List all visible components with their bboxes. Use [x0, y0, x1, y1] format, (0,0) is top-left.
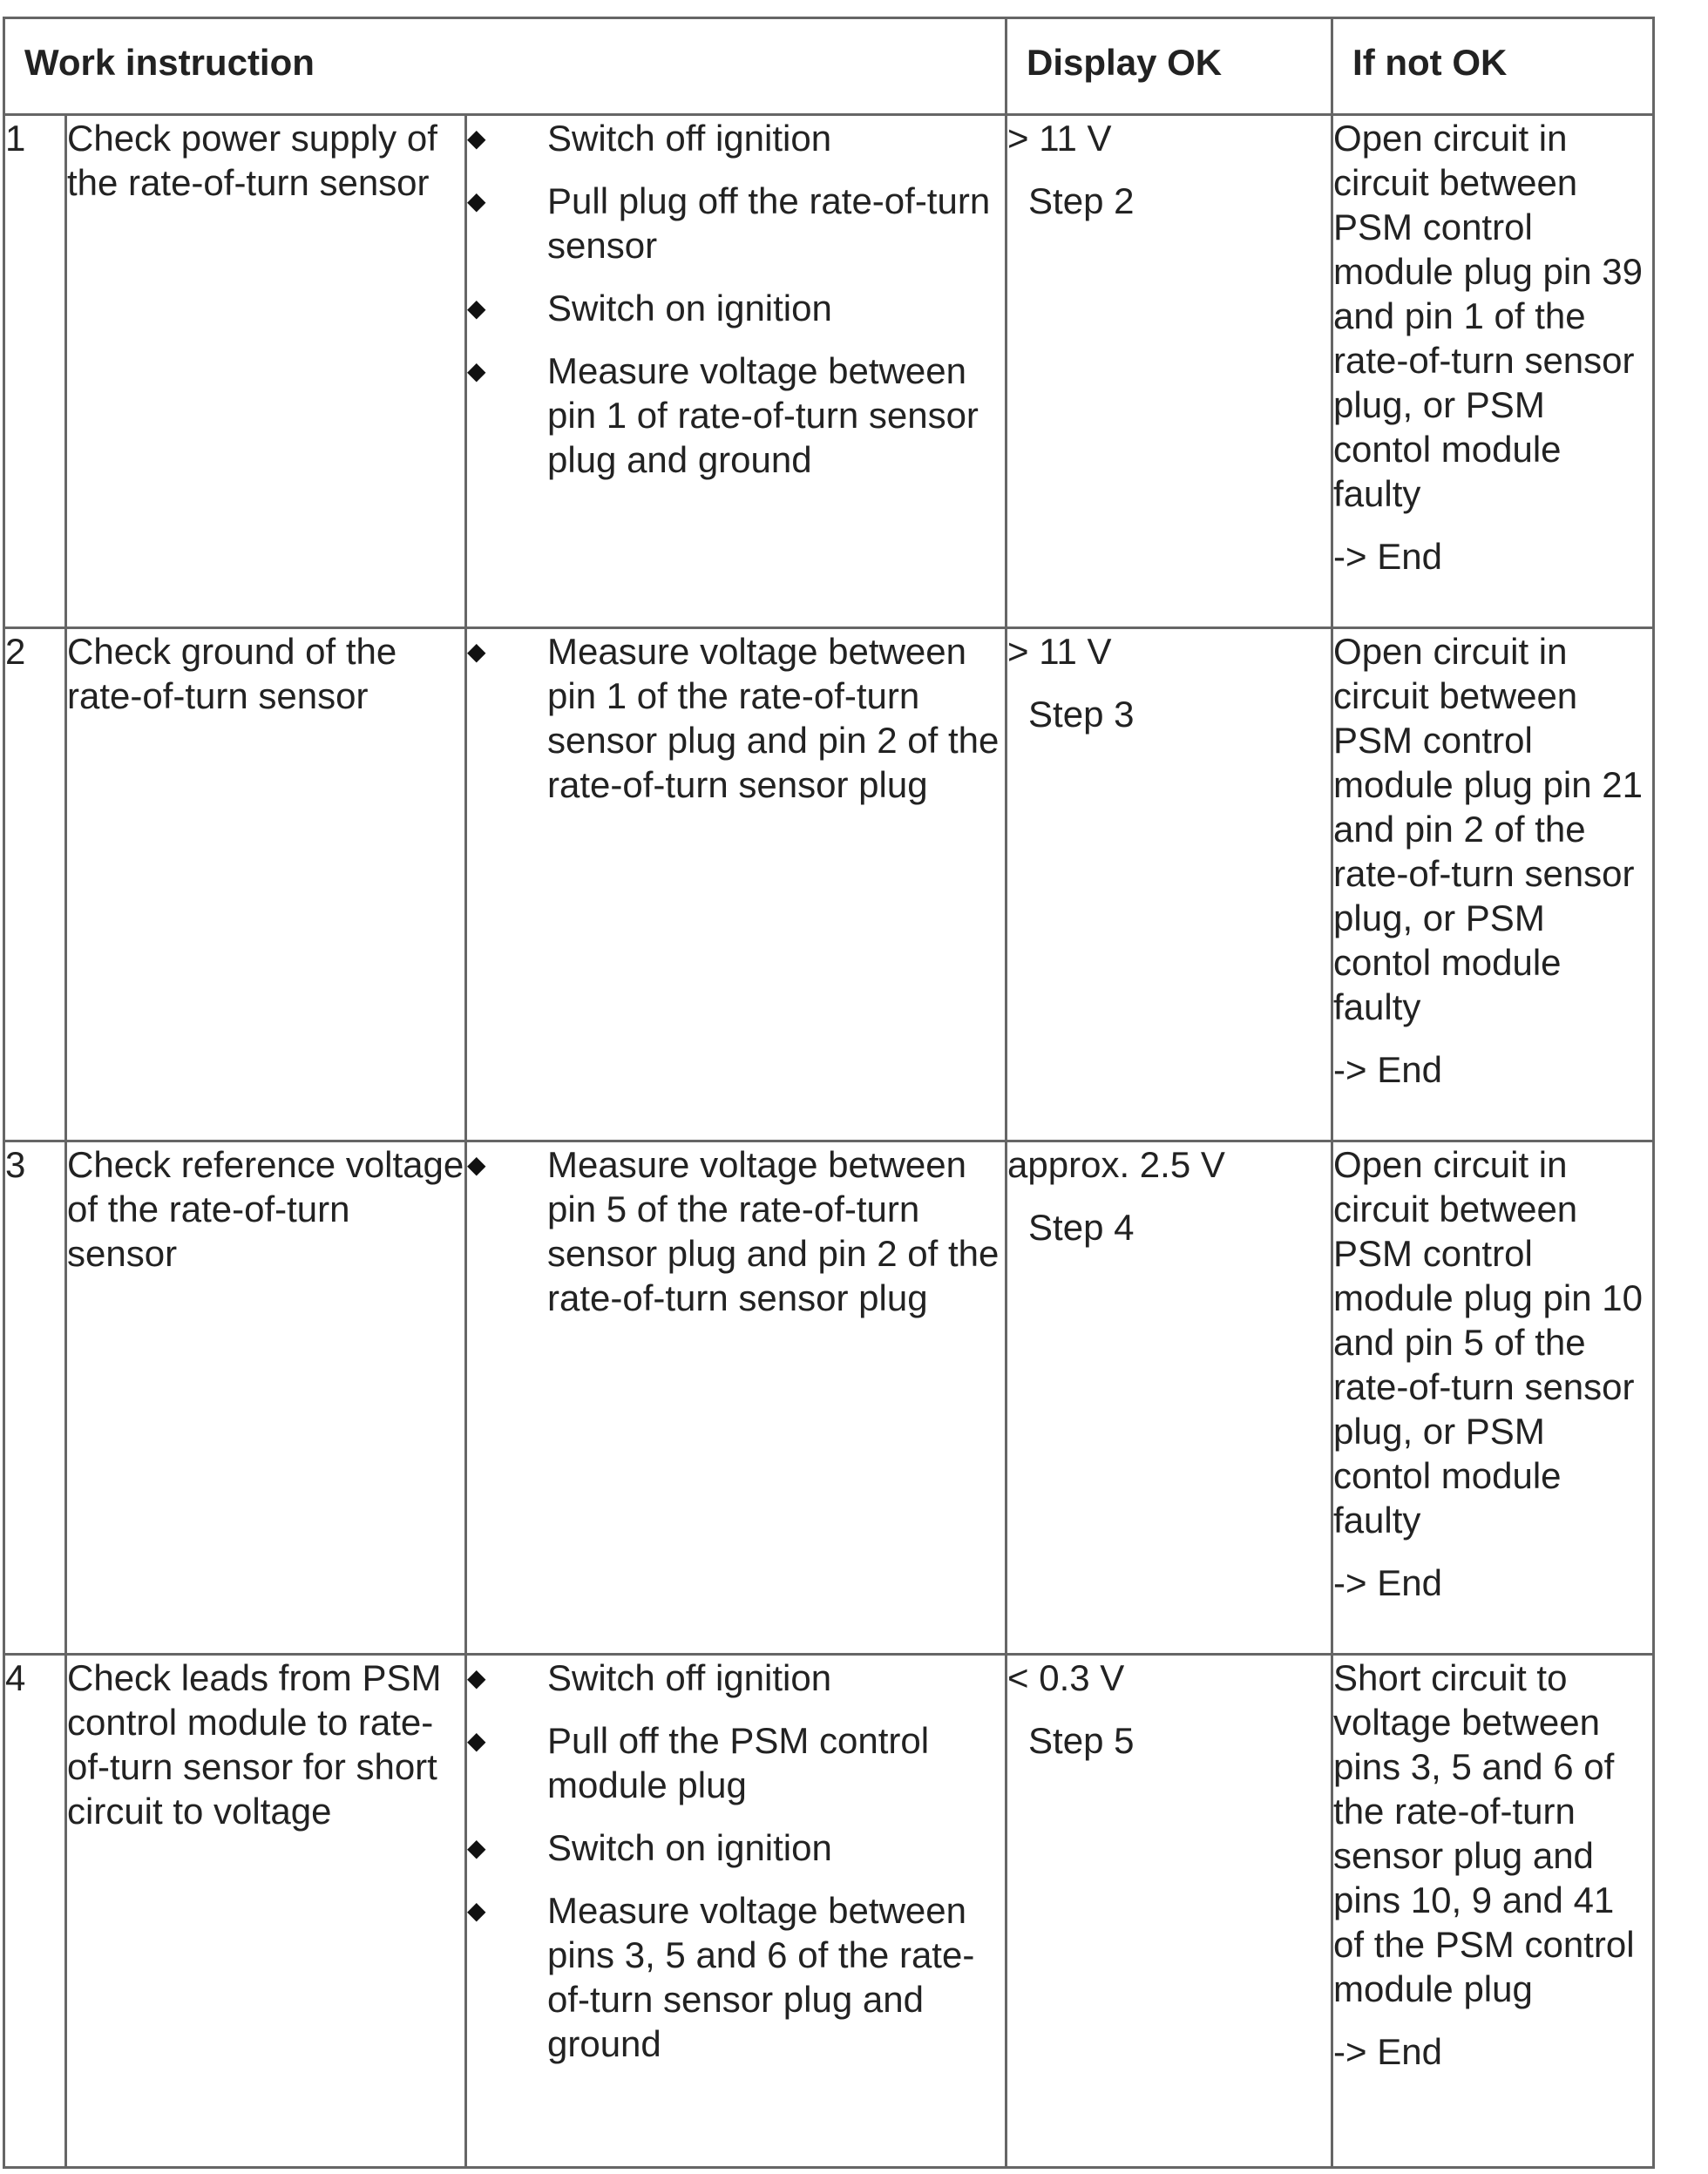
if-not-ok-cell: [1332, 1141, 1654, 1655]
action-list: [467, 1142, 1005, 1320]
if-not-ok-cell: [1332, 628, 1654, 1141]
fault-end: -> End: [1333, 1049, 1442, 1090]
diamond-bullet-icon: ◆: [467, 125, 486, 152]
step-number: 2: [4, 628, 66, 1141]
table-row: [4, 115, 1654, 628]
step-number: 3: [4, 1141, 66, 1655]
table-row: [4, 1655, 1654, 2168]
fault-description: Short circuit to voltage between pins 3, 5 and 6 of the rate-of-turn sensor plug and pins 10, 9 and 41 of the PSM control module plug: [1333, 1657, 1635, 2009]
next-step: Step 2: [1028, 180, 1135, 221]
step-actions: [466, 1141, 1006, 1655]
action-text: Pull plug off the rate-of-turn sensor: [547, 180, 991, 266]
list-item: [467, 116, 1005, 160]
action-text: Measure voltage between pin 1 of the rate-of-turn sensor plug and pin 2 of the rate-of-turn sensor plug: [547, 631, 1000, 805]
step-number: 1: [4, 115, 66, 628]
display-value: > 11 V: [1007, 631, 1112, 672]
list-item: [467, 629, 1005, 807]
diamond-bullet-icon: ◆: [467, 187, 486, 214]
action-text: Switch off ignition: [547, 1657, 832, 1698]
fault-end: -> End: [1333, 1562, 1442, 1603]
display-value: approx. 2.5 V: [1007, 1144, 1225, 1185]
display-ok-cell: [1006, 1655, 1332, 2168]
diamond-bullet-icon: ◆: [467, 1897, 486, 1924]
action-text: Measure voltage between pin 5 of the rate-of-turn sensor plug and pin 2 of the rate-of-turn sensor plug: [547, 1144, 1000, 1318]
fault-description: Open circuit in circuit between PSM control module plug pin 10 and pin 5 of the rate-of-turn sensor plug, or PSM contol module faulty: [1333, 1144, 1643, 1541]
table-row: [4, 628, 1654, 1141]
list-item: [467, 349, 1005, 482]
header-row: [4, 18, 1654, 115]
action-list: [467, 116, 1005, 482]
if-not-ok-cell: [1332, 1655, 1654, 2168]
next-step: Step 4: [1028, 1207, 1135, 1248]
step-number: 4: [4, 1655, 66, 2168]
fault-description: Open circuit in circuit between PSM control module plug pin 39 and pin 1 of the rate-of-turn sensor plug, or PSM contol module faulty: [1333, 118, 1643, 514]
display-ok-cell: [1006, 628, 1332, 1141]
next-step: Step 3: [1028, 694, 1135, 735]
diamond-bullet-icon: ◆: [467, 1664, 486, 1691]
step-actions: [466, 1655, 1006, 2168]
list-item: [467, 1888, 1005, 2066]
table-row: [4, 1141, 1654, 1655]
list-item: [467, 1142, 1005, 1320]
list-item: [467, 179, 1005, 268]
diamond-bullet-icon: ◆: [467, 1727, 486, 1754]
display-ok-cell: [1006, 1141, 1332, 1655]
step-description: Check power supply of the rate-of-turn sensor: [66, 115, 466, 628]
if-not-ok-cell: [1332, 115, 1654, 628]
diamond-bullet-icon: ◆: [467, 295, 486, 322]
step-actions: [466, 115, 1006, 628]
action-text: Switch off ignition: [547, 118, 832, 159]
action-text: Measure voltage between pins 3, 5 and 6 of the rate-of-turn sensor plug and ground: [547, 1890, 975, 2064]
fault-end: -> End: [1333, 2031, 1442, 2072]
display-value: > 11 V: [1007, 118, 1112, 159]
next-step: Step 5: [1028, 1720, 1135, 1761]
action-list: [467, 1656, 1005, 2066]
action-text: Switch on ignition: [547, 1827, 832, 1868]
action-list: [467, 629, 1005, 807]
diamond-bullet-icon: ◆: [467, 638, 486, 665]
action-text: Pull off the PSM control module plug: [547, 1720, 930, 1805]
action-text: Switch on ignition: [547, 288, 832, 328]
header-work-instruction: Work instruction: [4, 18, 1006, 115]
list-item: [467, 1825, 1005, 1870]
diamond-bullet-icon: ◆: [467, 1834, 486, 1861]
display-ok-cell: [1006, 115, 1332, 628]
action-text: Measure voltage between pin 1 of rate-of-turn sensor plug and ground: [547, 350, 979, 480]
fault-end: -> End: [1333, 536, 1442, 577]
step-description: Check ground of the rate-of-turn sensor: [66, 628, 466, 1141]
header-if-not-ok: If not OK: [1332, 18, 1654, 115]
display-value: < 0.3 V: [1007, 1657, 1125, 1698]
step-description: Check leads from PSM control module to rate-of-turn sensor for short circuit to voltage: [66, 1655, 466, 2168]
diamond-bullet-icon: ◆: [467, 1151, 486, 1178]
header-display-ok: Display OK: [1006, 18, 1332, 115]
step-description: Check reference voltage of the rate-of-turn sensor: [66, 1141, 466, 1655]
list-item: [467, 286, 1005, 330]
list-item: [467, 1718, 1005, 1807]
step-actions: [466, 628, 1006, 1141]
fault-description: Open circuit in circuit between PSM control module plug pin 21 and pin 2 of the rate-of-turn sensor plug, or PSM contol module faulty: [1333, 631, 1643, 1027]
list-item: [467, 1656, 1005, 1700]
work-instruction-table: [3, 17, 1655, 2169]
diamond-bullet-icon: ◆: [467, 357, 486, 384]
